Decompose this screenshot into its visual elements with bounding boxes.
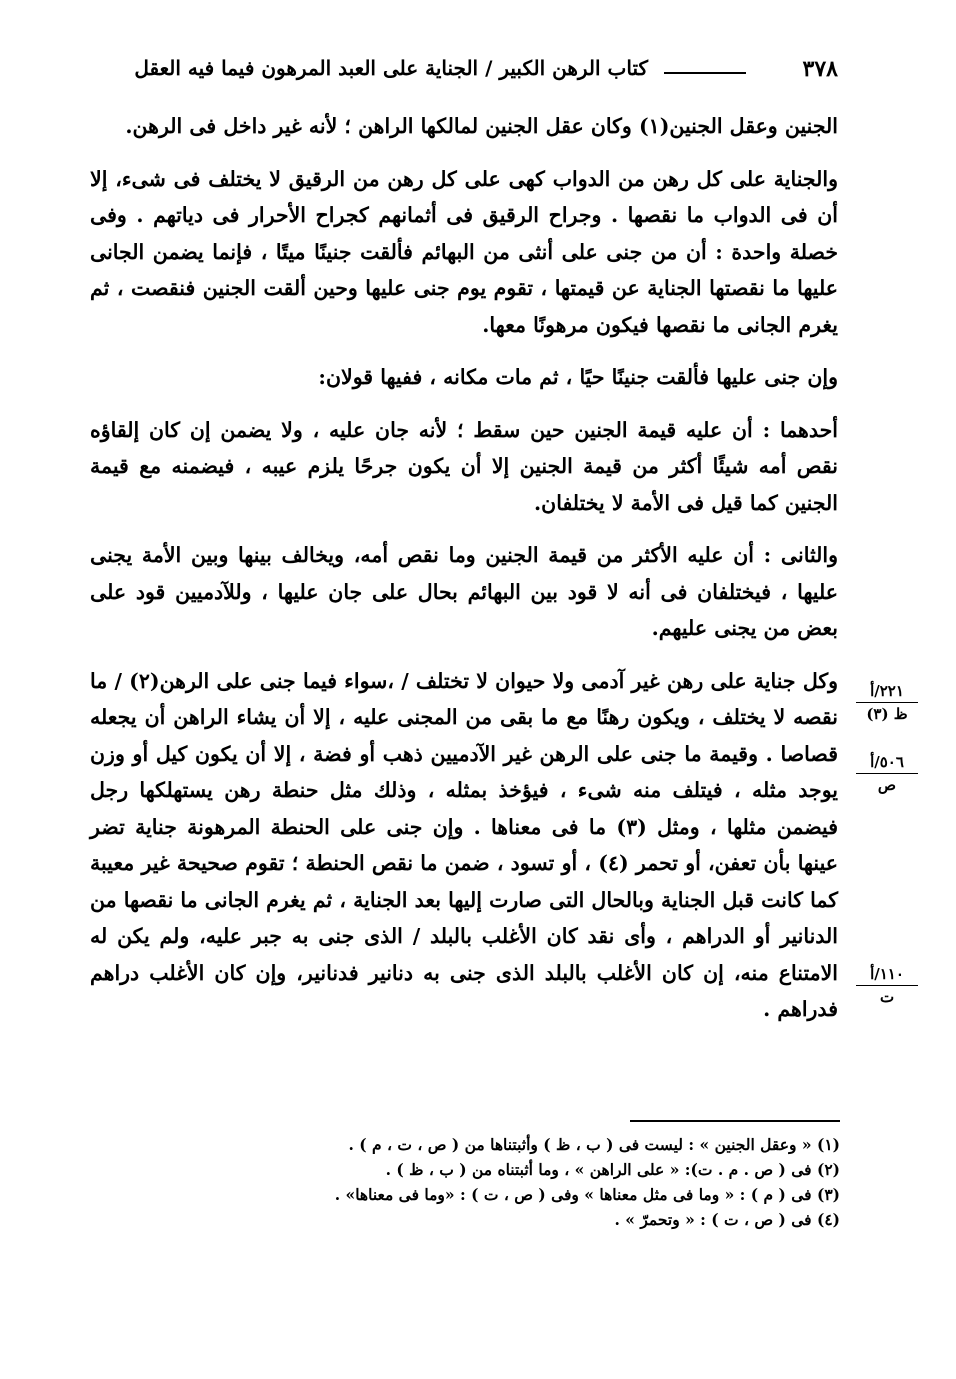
paragraph-text: والجناية على كل رهن من الدواب كهى على كل رهن من الرقيق لا يختلف فى شىء، إلا أن فى الدواب ما نقصها . وجراح الرقيق فى أثمانهم كجراح الأحرار فى دياتهم . وفى خصلة واحدة : أن من جنى على أنثى من البهائم فألقت جنينًا ميتًا ، فإنما يضمن الجانى عليها ما نقصتها الجناية عن قيمتها ، تقوم يوم جنى عليها وحين ألقت الجنين فنقصت ، ثم يغرم الجانى ما نقصها فيكون مرهونًا معها. <box>90 166 838 337</box>
paragraph <box>90 161 838 344</box>
header-rule <box>664 72 746 74</box>
footnote-separator <box>630 1120 840 1122</box>
margin-note-folio: ١١٠/أ <box>856 966 918 986</box>
paragraph-lead: والثانى : <box>763 543 838 567</box>
footnote: (٤) فى ( ص ، ت ) : « وتحمرّ » . <box>614 1210 840 1229</box>
margin-note-folio: ٥٠٦/أ <box>856 754 918 774</box>
body-text <box>90 108 838 1028</box>
margin-note-source: ظ (٣) <box>866 705 908 723</box>
margin-note <box>856 966 918 1006</box>
paragraph-text: أن عليه قيمة الجنين حين سقط ؛ لأنه جان عليه ، ولا يضمن إن كان إلقاؤه نقص أمه شيئًا أكثر من قيمة الجنين إلا أن يكون جرحًا يلزم عيبه ، فيضمنه مع قيمة الجنين كما قيل فى الأمة لا يختلفان. <box>90 417 838 515</box>
footnotes <box>300 1132 840 1232</box>
paragraph-text: الجنين وعقل الجنين(١) وكان عقل الجنين لمالكها الراهن ؛ لأنه غير داخل فى الرهن. <box>125 114 838 138</box>
paragraph <box>90 537 838 647</box>
margin-note <box>856 683 918 723</box>
footnote: (٣) فى ( م ) : « وما فى مثل معناها » وفى ( ص ، ت ) : «وما فى معناها» . <box>334 1185 840 1204</box>
paragraph-text: وكل جناية على رهن غير آدمى ولا حيوان لا تختلف / ،سواء فيما جنى على الرهن(٢) / ما نقصه لا يختلف ، ويكون رهنًا مع ما بقى من المجنى عليه ، إلا أن يشاء الراهن أن يجعله قصاصا . وقيمة ما جنى على الرهن غير الآدميين ذهب أو فضة ، إلا أن يكون كيل أو وزن يوجد مثله ، فيتلف منه شىء ، فيؤخذ بمثله ، وذلك مثل حنطة رهن يستهلكها رجل فيضمن مثلها ، ومثل (٣) ما فى معناها . وإن جنى على الحنطة المرهونة جناية تضر عينها بأن تعفن، أو تحمر (٤) ، أو تسود ، ضمن ما نقص الحنطة ؛ تقوم صحيحة غير معيبة كما كانت قبل الجناية وبالحال التى صارت إليها بعد الجناية ، ثم يغرم الجانى ما نقصها من الدنانير أو الدراهم ، وأى نقد كان الأغلب بالبلد / الذى جنى به جبر عليه، ولم يكن له الامتناع منه، إن كان الأغلب بالبلد الذى جنى به دنانير فدنانير، وإن كان الأغلب دراهم فدراهم . <box>90 668 839 1021</box>
margin-note-folio: ٢٢١/أ <box>856 683 918 703</box>
paragraph <box>90 663 838 1028</box>
page-number: ٣٧٨ <box>802 56 838 82</box>
paragraph-lead: أحدهما : <box>762 417 838 442</box>
footnote: (٢) فى ( ص . م . ت): « على الراهن » ، وما أثبتناه من ( ب ، ظ ) . <box>385 1160 840 1179</box>
paragraph <box>90 412 838 522</box>
margin-note-source: ت <box>879 988 895 1006</box>
margin-note <box>856 754 918 794</box>
paragraph <box>90 359 838 396</box>
margin-note-source: ص <box>877 776 897 794</box>
footnote: (١) « وعقل الجنين » : ليست فى ( ب ، ظ ) وأثبتناها من ( ص ، ت ، م ) . <box>348 1135 840 1154</box>
paragraph-text: أن عليه الأكثر من قيمة الجنين وما نقص أمه، ويخالف بينها وبين الأمة يجنى عليها ، فيختلفان فى أنه لا قود بين البهائم بحال على جان عليها ، وللآدميين قود على بعض من يجنى عليهم. <box>90 543 838 640</box>
paragraph <box>90 108 838 145</box>
running-header <box>90 52 838 88</box>
paragraph-text: وإن جنى عليها فألقت جنينًا حيًا ، ثم مات مكانه ، ففيها قولان: <box>318 365 838 389</box>
running-title: كتاب الرهن الكبير / الجناية على العبد المرهون فيما فيه العقل <box>134 56 648 80</box>
